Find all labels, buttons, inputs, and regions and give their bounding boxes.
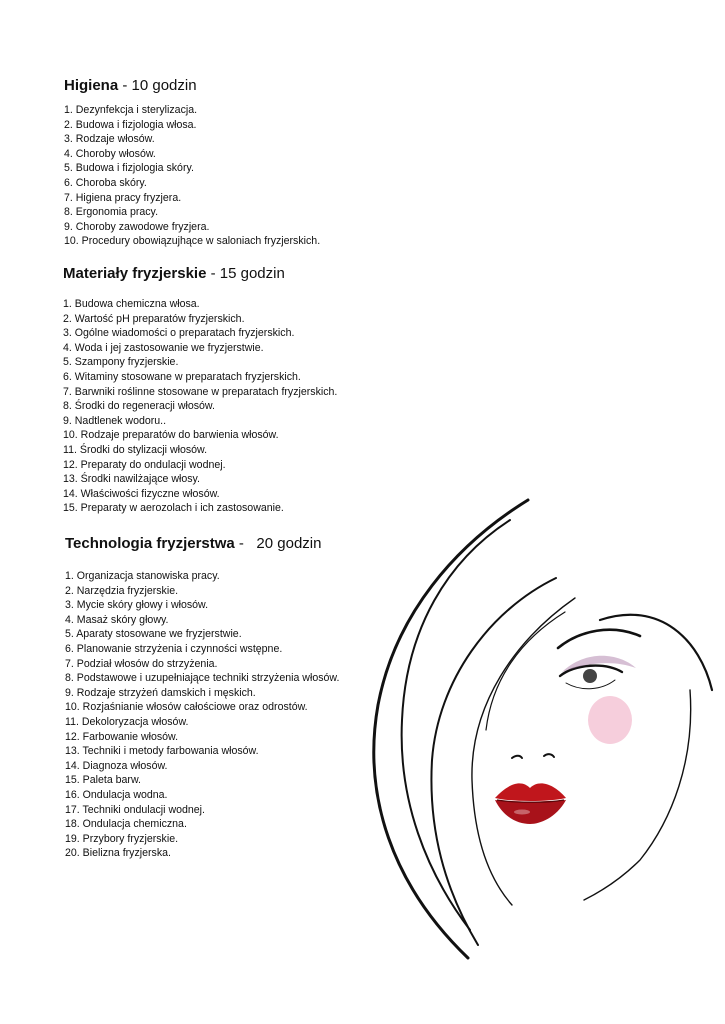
list-item: 1. Budowa chemiczna włosa. [63,298,200,310]
list-item: 6. Planowanie strzyżenia i czynności wstępne. [65,642,283,655]
eyebrow [558,630,640,648]
section-materialy-fryzjerskie [63,264,337,516]
section-higiena [64,76,320,249]
list-item: 10. Rodzaje preparatów do barwienia włosów. [63,429,279,442]
list-item: 3. Mycie skóry głowy i włosów. [65,599,209,612]
list-item: 9. Rodzaje strzyżeń damskich i męskich. [65,686,256,699]
lip-highlight [514,810,530,815]
list-item: 9. Choroby zawodowe fryzjera. [64,220,210,233]
woman-face-illustration [330,490,725,960]
list-item: 4. Choroby włosów. [64,147,156,160]
list-item: 13. Techniki i metody farbowania włosów. [65,745,259,758]
list-item: 4. Masaż skóry głowy. [65,613,169,626]
lower-lip [495,800,566,824]
list-item: 4. Woda i jej zastosowanie we fryzjerstwie. [63,341,264,354]
list-item: 14. Diagnoza włosów. [65,759,168,772]
section-title: Materiały fryzjerskie [63,265,207,282]
list-item: 6. Choroba skóry. [64,176,147,189]
list-item: 12. Farbowanie włosów. [65,730,179,743]
section-hours: - 10 godzin [118,77,197,94]
section-heading [64,76,320,96]
list-item: 10. Procedury obowiązujhące w saloniach fryzjerskich. [64,235,321,248]
section-hours: - 15 godzin [206,265,285,282]
list-item: 18. Ondulacja chemiczna. [65,818,187,831]
section-hours: - 20 godzin [234,535,322,552]
nose-mark [544,754,554,757]
list-item: 10. Rozjaśnianie włosów całościowe oraz odrostów. [65,701,308,714]
list-item: 3. Ogólne wiadomości o preparatach fryzjerskich. [63,327,295,340]
section-title: Higiena [64,77,119,94]
section-technologia-fryzjerstwa [65,534,339,861]
list-item: 14. Właściwości fizyczne włosów. [63,487,220,500]
list-item: 9. Nadtlenek wodoru.. [63,414,167,427]
list-item: 5. Budowa i fizjologia skóry. [64,162,194,175]
list-item: 1. Dezynfekcja i sterylizacja. [64,104,198,116]
section-title: Technologia fryzjerstwa [65,535,235,552]
topic-list [63,297,337,516]
hair-strand [402,520,510,930]
list-item: 13. Środki nawilżające włosy. [63,473,200,486]
list-item: 2. Narzędzia fryzjerskie. [65,584,179,597]
list-item: 16. Ondulacja wodna. [65,788,168,801]
list-item: 20. Bielizna fryzjerska. [65,847,171,860]
nose-mark [512,756,522,758]
list-item: 17. Techniki ondulacji wodnej. [65,803,205,816]
list-item: 1. Organizacja stanowiska pracy. [65,570,220,582]
hair-strand [472,598,575,905]
section-heading [65,534,339,554]
list-item: 8. Podstawowe i uzupełniające techniki strzyżenia włosów. [65,672,340,685]
list-item: 15. Preparaty w aerozolach i ich zastosowanie. [63,502,284,515]
topic-list [64,103,320,249]
list-item: 19. Przybory fryzjerskie. [65,832,179,845]
list-item: 7. Podział włosów do strzyżenia. [65,657,218,670]
hair-strand [600,615,712,690]
list-item: 8. Środki do regeneracji włosów. [63,400,215,413]
list-item: 15. Paleta barw. [65,774,141,787]
list-item: 11. Dekoloryzacja włosów. [65,715,189,728]
upper-lip [495,783,566,801]
list-item: 3. Rodzaje włosów. [64,133,155,146]
list-item: 12. Preparaty do ondulacji wodnej. [63,458,226,471]
list-item: 7. Higiena pracy fryzjera. [64,191,182,204]
list-item: 5. Szampony fryzjerskie. [63,356,179,369]
eye-iris [583,669,597,683]
list-item: 5. Aparaty stosowane we fryzjerstwie. [65,628,242,641]
cheek-blush [588,696,632,744]
topic-list [65,569,339,861]
list-item: 6. Witaminy stosowane w preparatach fryzjerskich. [63,370,301,383]
section-heading [63,264,337,284]
list-item: 2. Wartość pH preparatów fryzjerskich. [63,312,245,325]
list-item: 2. Budowa i fizjologia włosa. [64,118,197,131]
list-item: 7. Barwniki roślinne stosowane w preparatach fryzjerskich. [63,385,338,398]
hair-strand [486,612,565,730]
list-item: 11. Środki do stylizacji włosów. [63,443,208,456]
list-item: 8. Ergonomia pracy. [64,206,159,219]
